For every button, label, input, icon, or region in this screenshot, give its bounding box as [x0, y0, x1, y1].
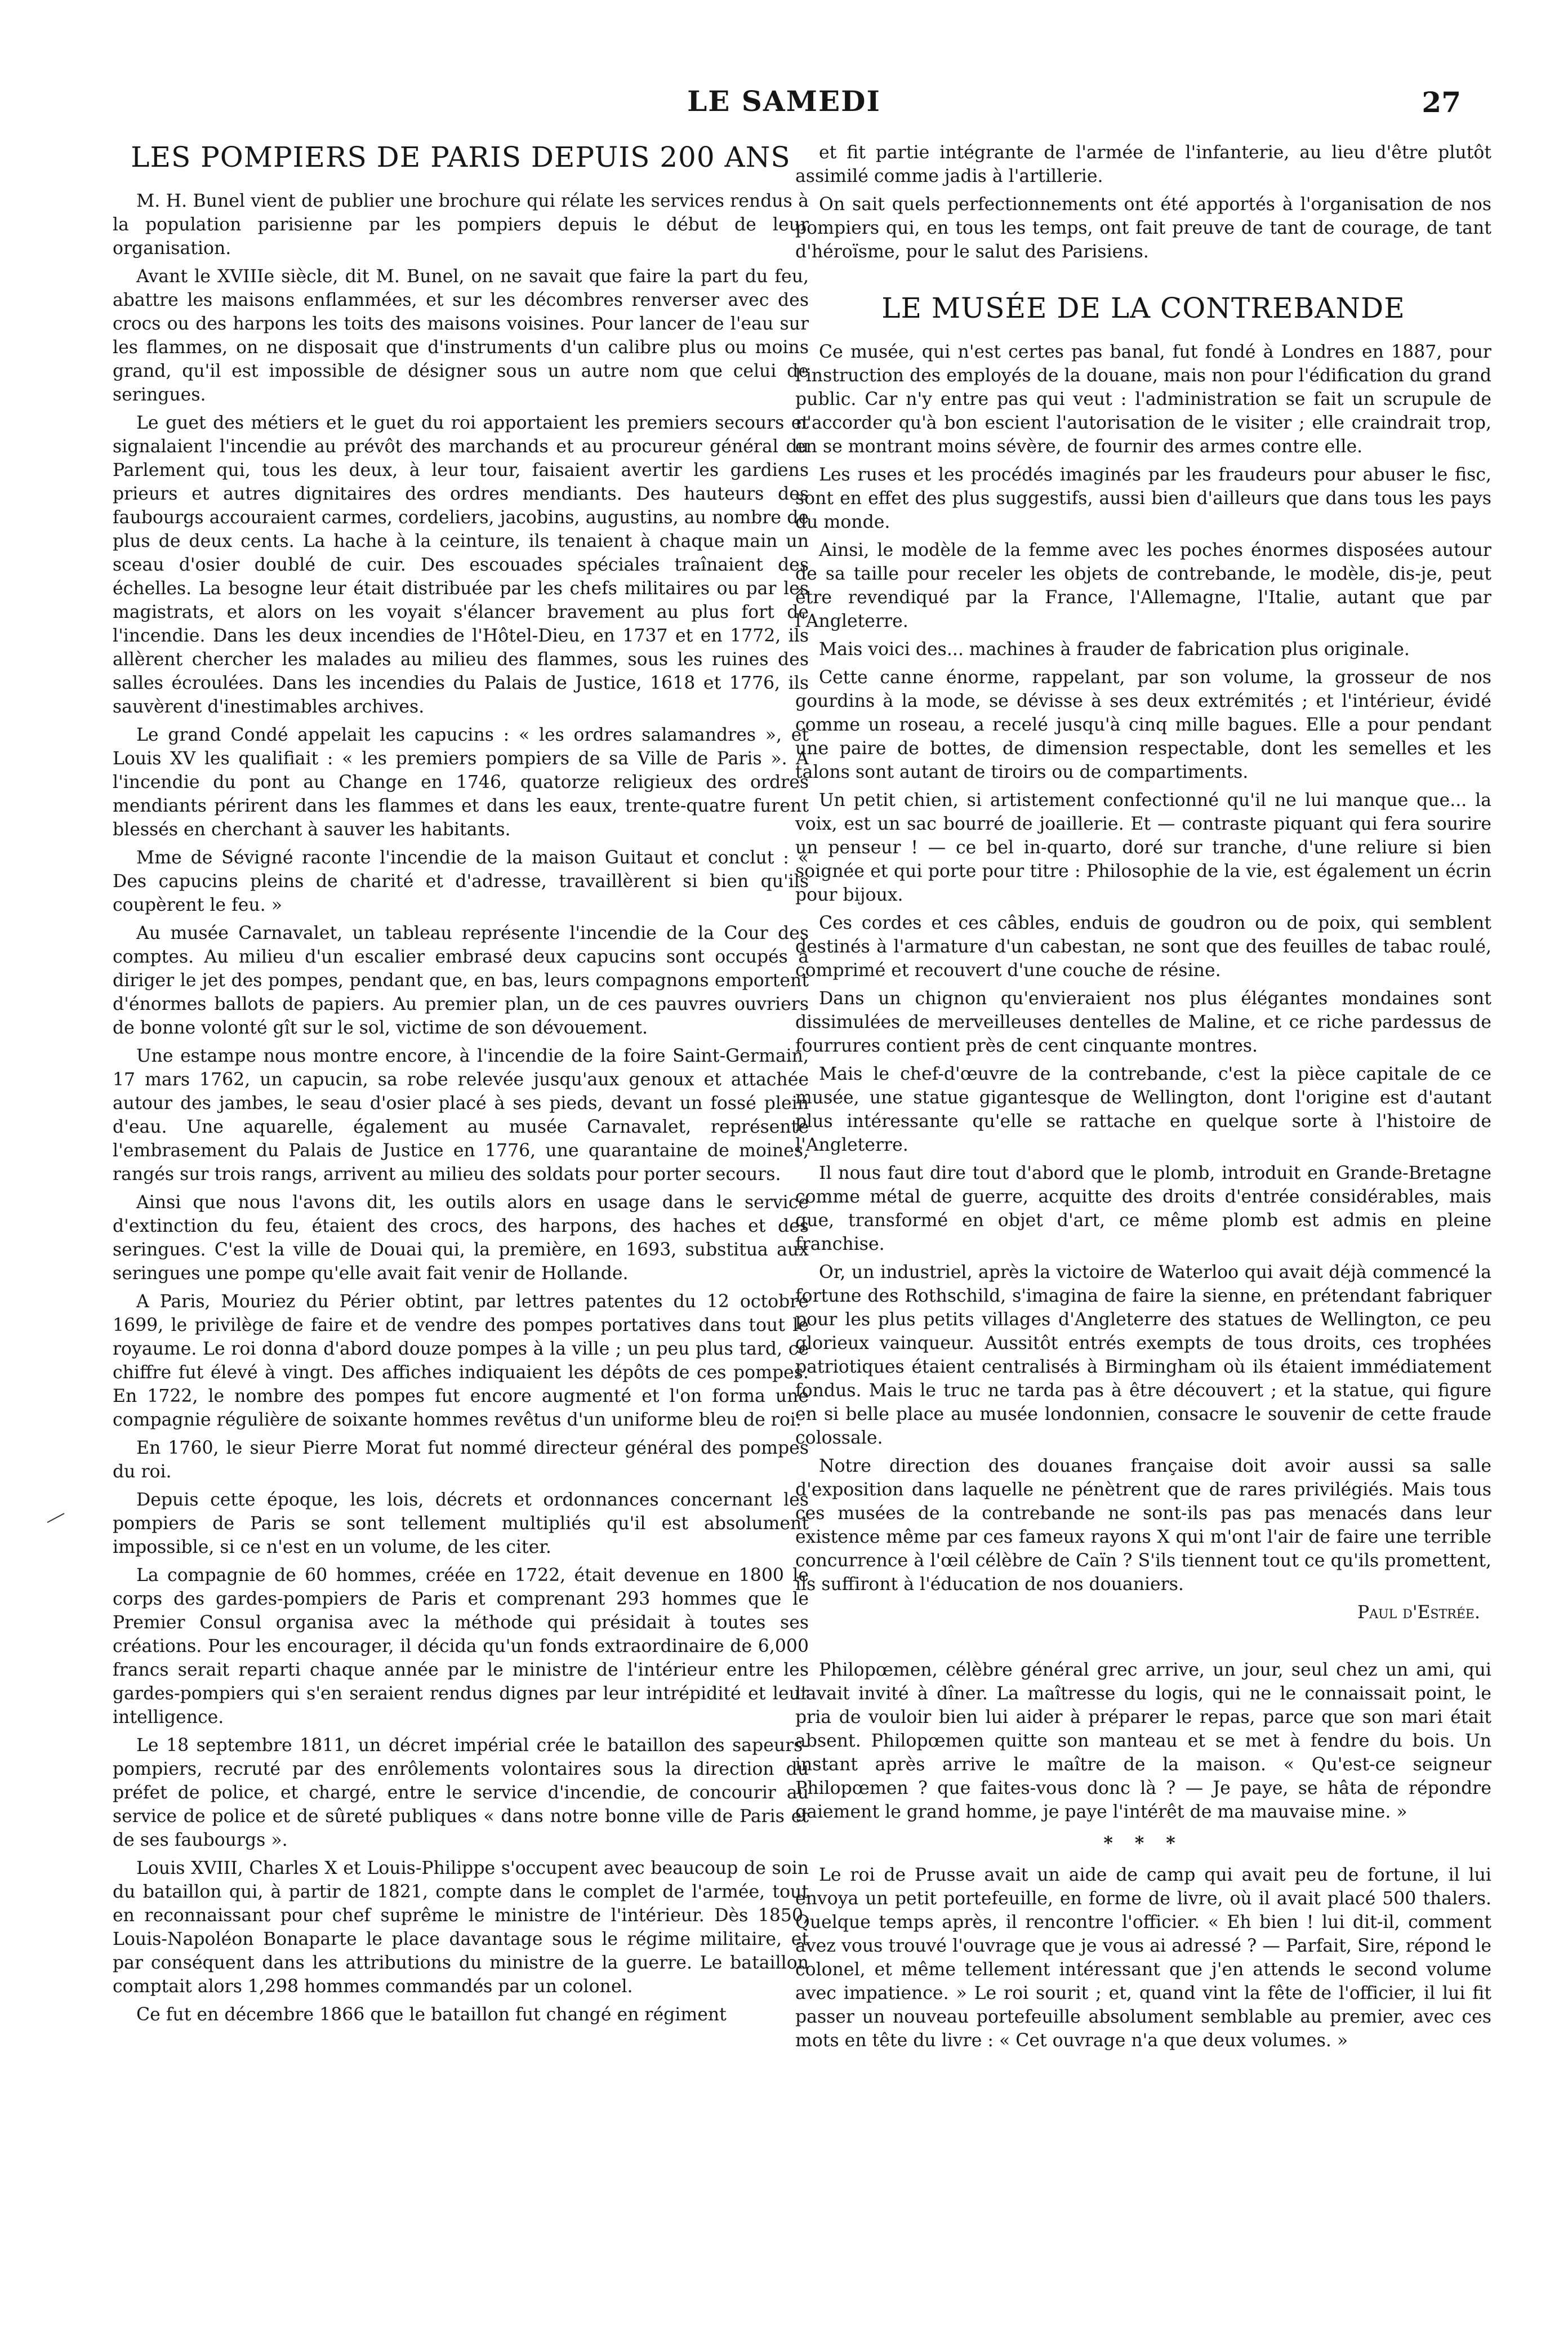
- section-separator-stars: * * *: [1103, 1833, 1183, 1854]
- paragraph: Au musée Carnavalet, un tableau représente l'incendie de la Cour des comptes. Au milieu d'un escalier embrasé deux capucins sont occupés à diriger le jet des pompes, pendant que, en bas, leurs compagnons emportent d'énormes ballots de papiers. Au premier plan, un de ces pauvres ouvriers de bonne volonté gît sur le sol, victime de son dévouement.: [113, 923, 809, 1038]
- paragraph: Ainsi, le modèle de la femme avec les poches énormes disposées autour de sa taille pour receler les objets de contrebande, le modèle, dis-je, peut être revendiqué par la France, l'Allemagne, l'Italie, autant que par l'Angleterre.: [795, 540, 1491, 631]
- paragraph: La compagnie de 60 hommes, créée en 1722, était devenue en 1800 le corps des gardes-pompiers de Paris et comprenant 293 hommes que le Premier Consul organisa avec la méthode qui présidait à toutes ses créations. Pour les encourager, il décida qu'un fonds extraordinaire de 6,000 francs serait reparti chaque année par le ministre de l'intérieur entre les gardes-pompiers qui s'en seraient rendus dignes par leur intrépidité et leur intelligence.: [113, 1565, 809, 1727]
- page-header: [0, 84, 1568, 124]
- paragraph: Ce musée, qui n'est certes pas banal, fut fondé à Londres en 1887, pour l'instruction des employés de la douane, mais non pour l'édification du grand public. Car n'y entre pas qui veut : l'administration se fait un scrupule de n'accorder qu'à bon escient l'autorisation de le visiter ; elle craindrait trop, en se montrant moins sévère, de fournir des armes contre elle.: [795, 342, 1491, 457]
- paragraph: Il nous faut dire tout d'abord que le plomb, introduit en Grande-Bretagne comme métal de guerre, acquitte des droits d'entrée considérables, mais que, transformé en objet d'art, ce même plomb est admis en pleine franchise.: [795, 1163, 1491, 1254]
- paragraph: Mme de Sévigné raconte l'incendie de la maison Guitaut et conclut : « Des capucins pleins de charité et d'adresse, travaillèrent si bien qu'ils coupèrent le feu. »: [113, 848, 809, 915]
- paragraph: Le grand Condé appelait les capucins : « les ordres salamandres », et Louis XV les qualifiait : « les premiers pompiers de sa Ville de Paris ». A l'incendie du pont au Change en 1746, quatorze religieux des ordres mendiants périrent dans les flammes et dans les eaux, trente-quatre furent blessés en cherchant à sauver les habitants.: [113, 725, 809, 840]
- right-column: [795, 141, 1491, 2057]
- journal-title: LE SAMEDI: [687, 84, 881, 118]
- paragraph: En 1760, le sieur Pierre Morat fut nommé directeur général des pompes du roi.: [113, 1438, 809, 1482]
- paragraph: Le 18 septembre 1811, un décret impérial crée le bataillon des sapeurs-pompiers, recruté par des enrôlements volontaires sous la direction du préfet de police, et chargé, entre le service d'incendie, de concourir au service de police et de sûreté publiques « dans notre bonne ville de Paris et de ses faubourgs ».: [113, 1735, 809, 1850]
- page-number: 27: [1422, 86, 1461, 119]
- paragraph: Une estampe nous montre encore, à l'incendie de la foire Saint-Germain, 17 mars 1762, un capucin, sa robe relevée jusqu'aux genoux et attachée autour des jambes, le seau d'osier placé à ses pieds, devant un fossé plein d'eau. Une aquarelle, également au musée Carnavalet, représente l'embrasement du Palais de Justice en 1776, une quarantaine de moines, rangés sur trois rangs, arrivent au milieu des soldats pour porter secours.: [113, 1046, 809, 1184]
- paragraph: Mais le chef-d'œuvre de la contrebande, c'est la pièce capitale de ce musée, une statue gigantesque de Wellington, dont l'origine est d'autant plus intéressante qu'elle se rattache en quelque sorte à l'histoire de l'Angleterre.: [795, 1064, 1491, 1155]
- paragraph: M. H. Bunel vient de publier une brochure qui rélate les services rendus à la population parisienne par les pompiers depuis le début de leur organisation.: [113, 191, 809, 259]
- paragraph: Le guet des métiers et le guet du roi apportaient les premiers secours et signalaient l'incendie au prévôt des marchands et au procureur général du Parlement qui, tous les deux, à leur tour, faisaient avertir les gardiens prieurs et autres dignitaires des ordres mendiants. Des hauteurs des faubourgs accouraient carmes, cordeliers, jacobins, augustins, au nombre de plus de deux cents. La hache à la ceinture, ils tenaient à chaque main un sceau d'osier doublé de cuir. Des escouades spéciales traînaient des échelles. La besogne leur était distribuée par les chefs militaires ou par les magistrats, et alors on les voyait s'élancer bravement au plus fort de l'incendie. Dans les deux incendies de l'Hôtel-Dieu, en 1737 et en 1772, ils allèrent chercher les malades au milieu des flammes, sous les ruines des salles écroulées. Dans les incendies du Palais de Justice, 1618 et 1776, ils sauvèrent d'inestimables archives.: [113, 413, 809, 717]
- anecdote-roi-de-prusse: [795, 1863, 1491, 2052]
- article-continuation-pompiers: [795, 141, 1491, 264]
- paragraph: Mais voici des... machines à frauder de fabrication plus originale.: [819, 639, 1410, 660]
- paragraph: et fit partie intégrante de l'armée de l'infanterie, au lieu d'être plutôt assimilé comme jadis à l'artillerie.: [795, 142, 1491, 186]
- article-body-contrebande: [795, 340, 1491, 1596]
- paragraph: Depuis cette époque, les lois, décrets et ordonnances concernant les pompiers de Paris se sont tellement multipliés qu'il est absolument impossible, si ce n'est en un volume, de les citer.: [113, 1490, 809, 1557]
- paragraph: Ce fut en décembre 1866 que le bataillon fut changé en régiment: [136, 2005, 727, 2025]
- author-signature: Paul d'Estrée.: [1357, 1602, 1480, 1623]
- paragraph: Ces cordes et ces câbles, enduis de goudron ou de poix, qui semblent destinés à l'armature d'un cabestan, ne sont que des feuilles de tabac roulé, comprimé et recouvert d'une couche de résine.: [795, 913, 1491, 981]
- paragraph: On sait quels perfectionnements ont été apportés à l'organisation de nos pompiers qui, en tous les temps, ont fait preuve de tant de courage, de tant d'héroïsme, pour le salut des Parisiens.: [795, 194, 1491, 262]
- paragraph: Notre direction des douanes française doit avoir aussi sa salle d'exposition dans laquelle ne pénètrent que de rares privilégiés. Mais tous ces musées de la contrebande ne sont-ils pas pas menacés dans leur existence même par ces fameux rayons X qui m'ont l'air de faire une terrible concurrence à l'œil célèbre de Caïn ? S'ils tiennent tout ce qu'ils promettent, ils suffiront à l'éducation de nos douaniers.: [795, 1456, 1491, 1595]
- paragraph: Philopœmen, célèbre général grec arrive, un jour, seul chez un ami, qui l'avait invité à dîner. La maîtresse du logis, qui ne le connaissait point, le pria de vouloir bien lui aider à préparer le repas, parce que son mari était absent. Philopœmen quitte son manteau et se met à fendre du bois. Un instant après arrive le maître de la maison. « Qu'est-ce seigneur Philopœmen ? que faites-vous donc là ? — Je paye, se hâta de répondre gaiement le grand homme, je paye l'intérêt de ma mauvaise mine. »: [795, 1660, 1491, 1822]
- paragraph: A Paris, Mouriez du Périer obtint, par lettres patentes du 12 octobre 1699, le privilège de faire et de vendre des pompes portatives dans tout le royaume. Le roi donna d'abord douze pompes à la ville ; un peu plus tard, ce chiffre fut élevé à vingt. Des affiches indiquaient les dépôts de ces pompes. En 1722, le nombre des pompes fut encore augmenté et l'on forma une compagnie régulière de soixante hommes revêtus d'un uniforme bleu de roi.: [113, 1292, 809, 1430]
- article-title-contrebande: LE MUSÉE DE LA CONTREBANDE: [881, 292, 1405, 324]
- paragraph: Dans un chignon qu'envieraient nos plus élégantes mondaines sont dissimulées de merveilleuses dentelles de Maline, et ce riche pardessus de fourrures contient près de cent cinquante montres.: [795, 988, 1491, 1056]
- anecdote-philopoemen: [795, 1658, 1491, 1824]
- article-body-pompiers: [113, 189, 809, 2027]
- paragraph: Ainsi que nous l'avons dit, les outils alors en usage dans le service d'extinction du feu, étaient des crocs, des harpons, des haches et des seringues. C'est la ville de Douai qui, la première, en 1693, substitua aux seringues une pompe qu'elle avait fait venir de Hollande.: [113, 1192, 809, 1284]
- paragraph: Les ruses et les procédés imaginés par les fraudeurs pour abuser le fisc, sont en effet des plus suggestifs, aussi bien d'ailleurs que dans tous les pays du monde.: [795, 465, 1491, 532]
- paragraph: Un petit chien, si artistement confectionné qu'il ne lui manque que... la voix, est un sac bourré de joaillerie. Et — contraste piquant qui fera sourire un penseur ! — ce bel in-quarto, doré sur tranche, d'une reliure si bien soignée et qui porte pour titre : Philosophie de la vie, est également un écrin pour bijoux.: [795, 790, 1491, 905]
- paragraph: Cette canne énorme, rappelant, par son volume, la grosseur de nos gourdins à la mode, se dévisse à ses deux extrémités ; et l'intérieur, évidé comme un roseau, a recelé jusqu'à cinq mille bagues. Elle a pour pendant une paire de bottes, de dimension respectable, dont les semelles et les talons sont autant de tiroirs ou de compartiments.: [795, 667, 1491, 782]
- left-column: [113, 141, 809, 2031]
- paragraph: Avant le XVIIIe siècle, dit M. Bunel, on ne savait que faire la part du feu, abattre les maisons enflammées, et sur les décombres renverser avec des crocs ou des harpons les toits des maisons voisines. Pour lancer de l'eau sur les flammes, on ne disposait que d'instruments d'un calibre plus ou moins grand, qu'il est impossible de désigner sous un autre nom que celui de seringues.: [113, 266, 809, 405]
- article-title-pompiers: LES POMPIERS DE PARIS DEPUIS 200 ANS: [131, 141, 791, 173]
- paragraph: Or, un industriel, après la victoire de Waterloo qui avait déjà commencé la fortune des Rothschild, s'imagina de faire la sienne, en prétendant fabriquer pour les plus petits villages d'Angleterre des statues de Wellington, ce peu glorieux vainqueur. Aussitôt entrés exempts de tous droits, ces trophées patriotiques étaient centralisés à Birmingham où ils étaient immédiatement fondus. Mais le truc ne tarda pas à être découvert ; et la statue, qui figure en si belle place au musée londonnien, consacre le souvenir de cette fraude colossale.: [795, 1262, 1491, 1448]
- paragraph: Louis XVIII, Charles X et Louis-Philippe s'occupent avec beaucoup de soin du bataillon qui, à partir de 1821, compte dans le complet de l'armée, tout en reconnaissant pour chef suprême le ministre de l'intérieur. Dès 1850, Louis-Napoléon Bonaparte le place davantage sous le régime militaire, et par conséquent dans les attributions du ministre de la guerre. Le bataillon comptait alors 1,298 hommes commandés par un colonel.: [113, 1858, 809, 1997]
- paragraph: Le roi de Prusse avait un aide de camp qui avait peu de fortune, il lui envoya un petit portefeuille, en forme de livre, où il avait placé 500 thalers. Quelque temps après, il rencontre l'officier. « Eh bien ! lui dit-il, comment avez vous trouvé l'ouvrage que je vous ai adressé ? — Parfait, Sire, répond le colonel, et même tellement intéressant que j'en attends le second volume avec impatience. » Le roi sourit ; et, quand vint la fête de l'officier, il lui fit passer un nouveau portefeuille absolument semblable au premier, avec ces mots en tête du livre : « Cet ouvrage n'a que deux volumes. »: [795, 1865, 1491, 2051]
- margin-pen-mark: [47, 1513, 65, 1523]
